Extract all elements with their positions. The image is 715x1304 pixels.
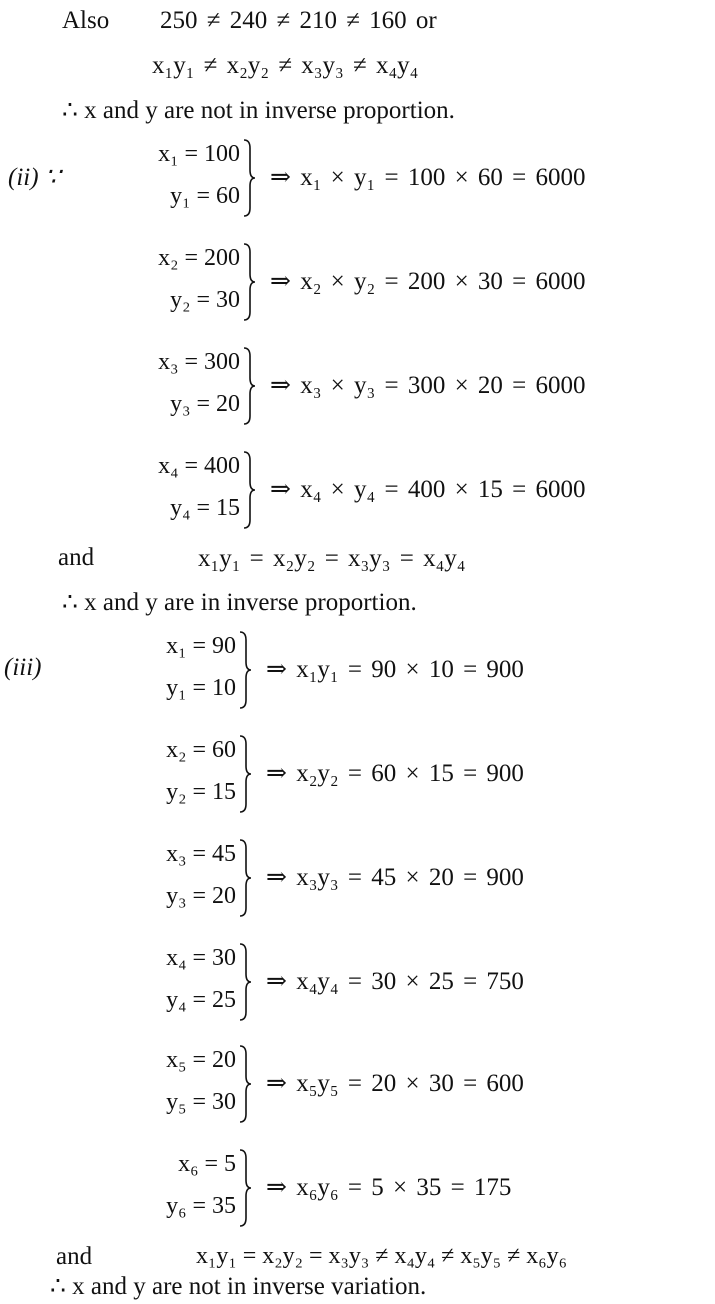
x-value: x₃ = 300: [158, 349, 240, 375]
x-value: x₂ = 200: [158, 245, 240, 271]
product-result: ⇒ x₂y₂ = 60 × 15 = 900: [266, 760, 524, 787]
right-brace-icon: [238, 838, 252, 918]
x-value: x₃ = 45: [166, 841, 236, 867]
equation-pair: [100, 140, 240, 216]
y-value: y₄ = 25: [166, 987, 236, 1013]
part-iii-and-line: x₁y₁ = x₂y₂ = x₃y₃ ≠ x₄y₄ ≠ x₅y₅ ≠ x₆y₆: [196, 1243, 567, 1269]
right-brace-icon: [238, 1148, 252, 1228]
right-brace-icon: [238, 1044, 252, 1124]
right-brace-icon: [238, 630, 252, 710]
product-result: ⇒ x₆y₆ = 5 × 35 = 175: [266, 1174, 512, 1201]
part-iii-and-label: and: [56, 1243, 93, 1270]
y-value: y₄ = 15: [170, 495, 240, 521]
equation-pair: [100, 244, 240, 320]
right-brace-icon: [242, 242, 256, 322]
equation-pair: [100, 736, 236, 812]
y-value: y₃ = 20: [166, 883, 236, 909]
equation-pair: [100, 944, 236, 1020]
right-brace-icon: [242, 138, 256, 218]
product-result: ⇒ x₅y₅ = 20 × 30 = 600: [266, 1070, 524, 1097]
right-brace-icon: [238, 942, 252, 1022]
product-result: ⇒ x₄ × y₄ = 400 × 15 = 6000: [270, 476, 586, 503]
y-value: y₂ = 15: [166, 779, 236, 805]
product-result: ⇒ x₄y₄ = 30 × 25 = 750: [266, 968, 524, 995]
also-values: 250 ≠ 240 ≠ 210 ≠ 160 or: [160, 7, 437, 34]
right-brace-icon: [242, 450, 256, 530]
x-value: x₁ = 90: [166, 633, 236, 659]
y-value: y₁ = 60: [170, 183, 240, 209]
y-value: y₁ = 10: [166, 675, 236, 701]
part-ii-and-label: and: [58, 544, 95, 571]
product-result: ⇒ x₃y₃ = 45 × 20 = 900: [266, 864, 524, 891]
part-iii-label: (iii): [4, 654, 42, 681]
equation-pair: [100, 348, 240, 424]
part-ii-and-line: x₁y₁ = x₂y₂ = x₃y₃ = x₄y₄: [198, 545, 466, 572]
conclusion-not-inverse: ∴ x and y are not in inverse proportion.: [62, 97, 455, 124]
product-result: ⇒ x₃ × y₃ = 300 × 20 = 6000: [270, 372, 586, 399]
right-brace-icon: [242, 346, 256, 426]
part-iii-conclusion: ∴ x and y are not in inverse variation.: [50, 1273, 427, 1300]
equation-pair: [100, 1150, 236, 1226]
product-result: ⇒ x₂ × y₂ = 200 × 30 = 6000: [270, 268, 586, 295]
equation-pair: [100, 632, 236, 708]
x-value: x₁ = 100: [158, 141, 240, 167]
x-value: x₂ = 60: [166, 737, 236, 763]
y-value: y₅ = 30: [166, 1089, 236, 1115]
y-value: y₂ = 30: [170, 287, 240, 313]
x-value: x₅ = 20: [166, 1047, 236, 1073]
product-result: ⇒ x₁y₁ = 90 × 10 = 900: [266, 656, 524, 683]
x-value: x₄ = 30: [166, 945, 236, 971]
y-value: y₃ = 20: [170, 391, 240, 417]
y-value: y₆ = 35: [166, 1193, 236, 1219]
part-ii-label: (ii) ∵: [8, 164, 61, 191]
equation-pair: [100, 840, 236, 916]
also-label: Also: [62, 7, 110, 34]
x-value: x₆ = 5: [178, 1151, 236, 1177]
equation-pair: [100, 452, 240, 528]
part-ii-conclusion: ∴ x and y are in inverse proportion.: [62, 589, 417, 616]
product-result: ⇒ x₁ × y₁ = 100 × 60 = 6000: [270, 164, 586, 191]
x-value: x₄ = 400: [158, 453, 240, 479]
products-line: x₁y₁ ≠ x₂y₂ ≠ x₃y₃ ≠ x₄y₄: [152, 52, 419, 79]
right-brace-icon: [238, 734, 252, 814]
equation-pair: [100, 1046, 236, 1122]
